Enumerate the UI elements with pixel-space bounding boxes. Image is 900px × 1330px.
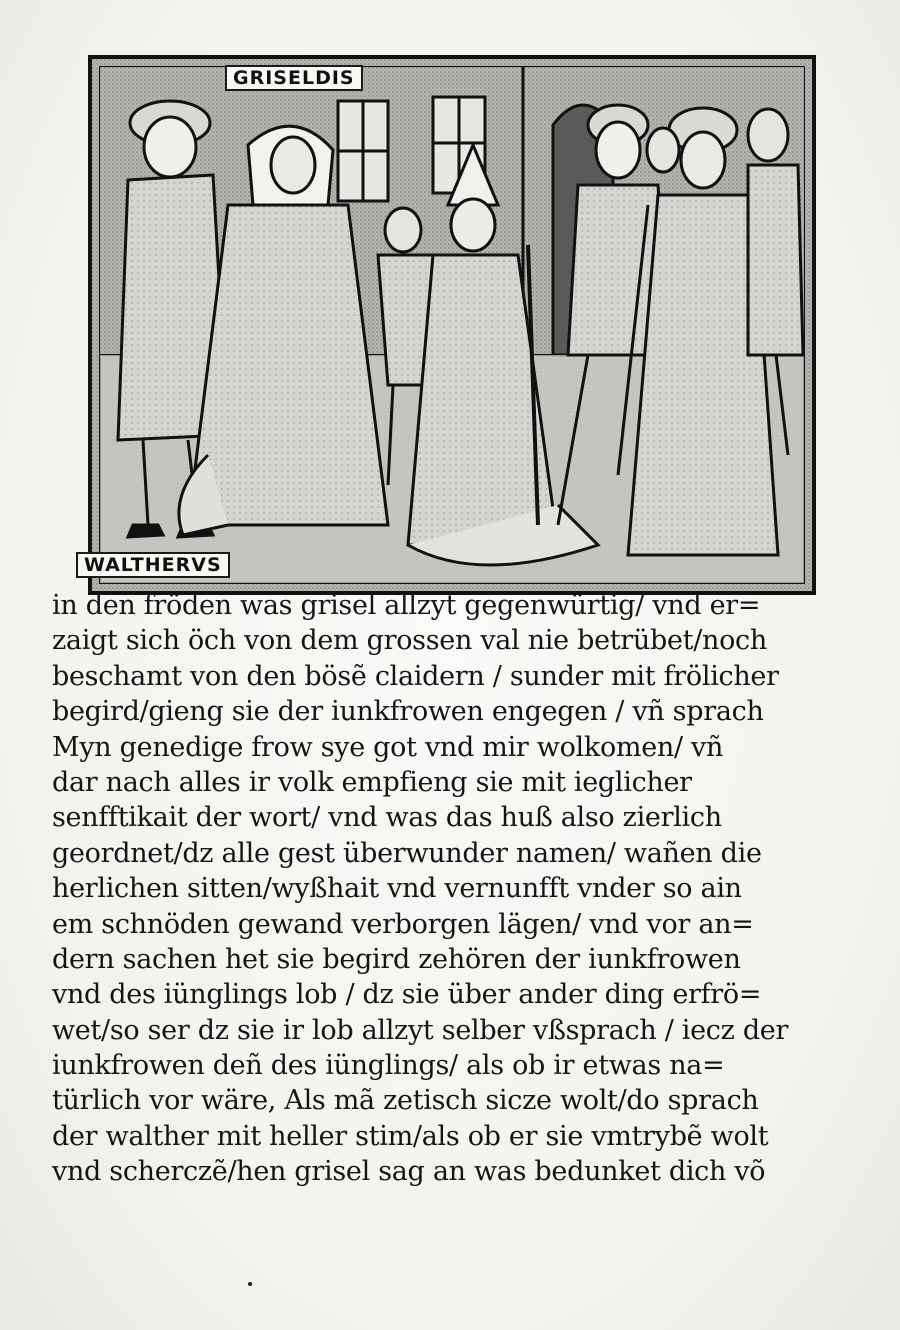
text-line: dar nach alles ir volk empfieng sie mit ieglicher [52, 766, 692, 798]
text-line: begird/gieng sie der iunkfrowen engegen / vñ sprach [52, 696, 764, 728]
text-line: wet/so ser dz sie ir lob allzyt selber vßsprach / iecz der [52, 1014, 789, 1046]
text-line: dern sachen het sie begird zehören der iunkfrowen [52, 943, 741, 975]
label-griseldis: GRISELDIS [225, 65, 363, 91]
text-line: Myn genedige frow sye got vnd mir wolkomen/ vñ [52, 731, 724, 763]
text-line: beschamt von den bösẽ claidern / sunder mit frölicher [52, 660, 779, 692]
text-line: senfftikait der wort/ vnd was das huß also zierlich [52, 802, 722, 834]
text-line: iunkfrowen deñ des iünglings/ als ob ir etwas na= [52, 1050, 725, 1082]
text-line: türlich vor wäre, Als mã zetisch sicze wolt/do sprach [52, 1085, 759, 1117]
text-line: der walther mit heller stim/als ob er sie vmtrybẽ wolt [52, 1120, 769, 1152]
text-line: zaigt sich öch von dem grossen val nie betrübet/noch [52, 625, 767, 657]
text-line: herlichen sitten/wyßhait vnd vernunfft vnder so ain [52, 873, 742, 905]
woodcut-illustration [88, 55, 816, 595]
body-text [52, 588, 822, 1190]
text-line: em schnöden gewand verborgen lägen/ vnd vor an= [52, 908, 754, 940]
ink-speck [248, 1282, 252, 1286]
text-line: in den fröden was grisel allzyt gegenwürtig/ vnd er= [52, 590, 761, 621]
text-line: vnd scherczẽ/hen grisel sag an was bedunket dich võ [52, 1156, 766, 1188]
text-line: vnd des iünglings lob / dz sie über ander ding erfrö= [52, 979, 762, 1011]
label-walthervs: WALTHERVS [76, 552, 230, 578]
text-line: geordnet/dz alle gest überwunder namen/ wañen die [52, 837, 762, 869]
window-left [338, 101, 388, 201]
